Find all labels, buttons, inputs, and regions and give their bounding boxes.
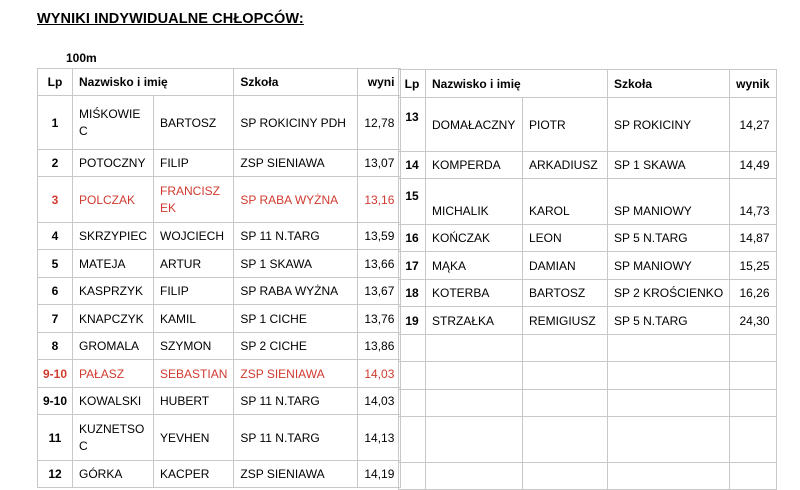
table-row	[399, 98, 777, 152]
row-first-name: ARKADIUSZ	[523, 152, 608, 179]
empty-cell	[399, 390, 426, 417]
table-row	[38, 223, 401, 250]
row-lp: 16	[399, 225, 426, 252]
row-surname: KUZNETSOC	[73, 415, 154, 461]
empty-cell	[399, 362, 426, 390]
row-result: 13,67	[358, 278, 401, 305]
row-result: 13,86	[358, 333, 401, 360]
empty-cell	[399, 463, 426, 490]
row-lp: 9-10	[38, 360, 73, 388]
header-name: Nazwisko i imię	[73, 69, 234, 96]
results-table-right	[398, 69, 777, 490]
row-surname: DOMAŁACZNY	[426, 98, 523, 152]
row-lp: 3	[38, 177, 73, 223]
empty-cell	[426, 417, 523, 463]
table-header-row	[399, 70, 777, 98]
row-school: SP RABA WYŻNA	[234, 177, 358, 223]
row-surname: MĄKA	[426, 252, 523, 280]
row-school: SP 11 N.TARG	[234, 415, 358, 461]
row-first-name: REMIGIUSZ	[523, 307, 608, 335]
header-lp: Lp	[38, 69, 73, 96]
table-row-empty	[399, 463, 777, 490]
row-surname: MIŚKOWIEC	[73, 96, 154, 150]
row-school: SP 11 N.TARG	[234, 223, 358, 250]
row-lp: 14	[399, 152, 426, 179]
row-school: SP 1 SKAWA	[608, 152, 730, 179]
row-result: 13,16	[358, 177, 401, 223]
table-row	[399, 252, 777, 280]
row-school: SP ROKICINY PDH	[234, 96, 358, 150]
empty-cell	[730, 417, 776, 463]
header-school: Szkoła	[608, 70, 730, 98]
row-lp: 15	[399, 179, 426, 225]
row-lp: 12	[38, 461, 73, 488]
row-surname: MATEJA	[73, 250, 154, 278]
row-surname: GROMALA	[73, 333, 154, 360]
row-result: 14,03	[358, 388, 401, 415]
row-first-name: FRANCISZEK	[154, 177, 234, 223]
row-first-name: KACPER	[154, 461, 234, 488]
row-result: 14,03	[358, 360, 401, 388]
table-row	[38, 96, 401, 150]
results-table-left	[37, 68, 401, 488]
row-result: 16,26	[730, 280, 776, 307]
table-row	[38, 461, 401, 488]
empty-cell	[608, 335, 730, 362]
table-row	[399, 307, 777, 335]
row-school: SP 5 N.TARG	[608, 307, 730, 335]
empty-cell	[730, 390, 776, 417]
page-title: WYNIKI INDYWIDUALNE CHŁOPCÓW:	[37, 11, 304, 27]
row-lp: 7	[38, 305, 73, 333]
row-surname: SKRZYPIEC	[73, 223, 154, 250]
row-result: 14,73	[730, 179, 776, 225]
event-label: 100m	[66, 51, 97, 65]
row-lp: 2	[38, 150, 73, 177]
empty-cell	[523, 362, 608, 390]
row-lp: 9-10	[38, 388, 73, 415]
empty-cell	[523, 390, 608, 417]
table-row	[399, 179, 777, 225]
row-result: 24,30	[730, 307, 776, 335]
table-row-empty	[399, 390, 777, 417]
row-result: 14,13	[358, 415, 401, 461]
empty-cell	[399, 335, 426, 362]
row-school: SP 2 KROŚCIENKO	[608, 280, 730, 307]
row-school: SP 1 CICHE	[234, 305, 358, 333]
empty-cell	[608, 390, 730, 417]
table-header-row	[38, 69, 401, 96]
row-surname: KOWALSKI	[73, 388, 154, 415]
row-first-name: SZYMON	[154, 333, 234, 360]
row-result: 14,27	[730, 98, 776, 152]
row-result: 13,66	[358, 250, 401, 278]
row-surname: KNAPCZYK	[73, 305, 154, 333]
row-surname: KOTERBA	[426, 280, 523, 307]
row-first-name: BARTOSZ	[523, 280, 608, 307]
row-result: 15,25	[730, 252, 776, 280]
row-lp: 18	[399, 280, 426, 307]
row-school: SP RABA WYŻNA	[234, 278, 358, 305]
row-lp: 8	[38, 333, 73, 360]
header-result: wynik	[730, 70, 776, 98]
row-result: 14,19	[358, 461, 401, 488]
table-row-highlighted	[38, 360, 401, 388]
table-row	[38, 150, 401, 177]
row-school: ZSP SIENIAWA	[234, 360, 358, 388]
empty-cell	[523, 335, 608, 362]
empty-cell	[730, 463, 776, 490]
table-row	[399, 280, 777, 307]
row-school: ZSP SIENIAWA	[234, 461, 358, 488]
empty-cell	[399, 417, 426, 463]
row-lp: 11	[38, 415, 73, 461]
row-lp: 17	[399, 252, 426, 280]
empty-cell	[426, 335, 523, 362]
row-lp: 1	[38, 96, 73, 150]
row-first-name: BARTOSZ	[154, 96, 234, 150]
row-school: SP 1 SKAWA	[234, 250, 358, 278]
row-surname: MICHALIK	[426, 179, 523, 225]
header-lp: Lp	[399, 70, 426, 98]
table-row	[38, 305, 401, 333]
empty-cell	[426, 463, 523, 490]
row-lp: 4	[38, 223, 73, 250]
row-result: 12,78	[358, 96, 401, 150]
table-row	[38, 388, 401, 415]
row-first-name: PIOTR	[523, 98, 608, 152]
row-school: ZSP SIENIAWA	[234, 150, 358, 177]
row-result: 13,59	[358, 223, 401, 250]
table-row	[399, 225, 777, 252]
row-surname: PAŁASZ	[73, 360, 154, 388]
row-first-name: FILIP	[154, 278, 234, 305]
row-first-name: KAMIL	[154, 305, 234, 333]
header-name: Nazwisko i imię	[426, 70, 608, 98]
row-first-name: LEON	[523, 225, 608, 252]
row-surname: POTOCZNY	[73, 150, 154, 177]
empty-cell	[730, 335, 776, 362]
empty-cell	[730, 362, 776, 390]
row-school: SP MANIOWY	[608, 252, 730, 280]
table-row-highlighted	[38, 177, 401, 223]
row-lp: 5	[38, 250, 73, 278]
row-lp: 13	[399, 98, 426, 152]
row-result: 14,87	[730, 225, 776, 252]
empty-cell	[426, 362, 523, 390]
row-lp: 19	[399, 307, 426, 335]
table-row	[38, 333, 401, 360]
empty-cell	[426, 390, 523, 417]
row-school: SP 5 N.TARG	[608, 225, 730, 252]
table-row	[38, 415, 401, 461]
empty-cell	[608, 417, 730, 463]
table-row	[399, 152, 777, 179]
header-school: Szkoła	[234, 69, 358, 96]
row-first-name: WOJCIECH	[154, 223, 234, 250]
row-first-name: ARTUR	[154, 250, 234, 278]
header-result: wyni	[358, 69, 401, 96]
table-row-empty	[399, 362, 777, 390]
row-lp: 6	[38, 278, 73, 305]
row-first-name: KAROL	[523, 179, 608, 225]
row-surname: KASPRZYK	[73, 278, 154, 305]
empty-cell	[608, 362, 730, 390]
row-surname: GÓRKA	[73, 461, 154, 488]
table-row-empty	[399, 417, 777, 463]
row-first-name: HUBERT	[154, 388, 234, 415]
row-first-name: SEBASTIAN	[154, 360, 234, 388]
row-first-name: DAMIAN	[523, 252, 608, 280]
empty-cell	[523, 463, 608, 490]
row-surname: POLCZAK	[73, 177, 154, 223]
row-result: 13,76	[358, 305, 401, 333]
empty-cell	[523, 417, 608, 463]
table-row-empty	[399, 335, 777, 362]
row-first-name: FILIP	[154, 150, 234, 177]
row-surname: KOMPERDA	[426, 152, 523, 179]
table-row	[38, 250, 401, 278]
row-school: SP 2 CICHE	[234, 333, 358, 360]
row-surname: STRZAŁKA	[426, 307, 523, 335]
table-row	[38, 278, 401, 305]
row-surname: KOŃCZAK	[426, 225, 523, 252]
row-school: SP MANIOWY	[608, 179, 730, 225]
row-school: SP 11 N.TARG	[234, 388, 358, 415]
row-result: 13,07	[358, 150, 401, 177]
row-school: SP ROKICINY	[608, 98, 730, 152]
row-result: 14,49	[730, 152, 776, 179]
row-first-name: YEVHEN	[154, 415, 234, 461]
empty-cell	[608, 463, 730, 490]
